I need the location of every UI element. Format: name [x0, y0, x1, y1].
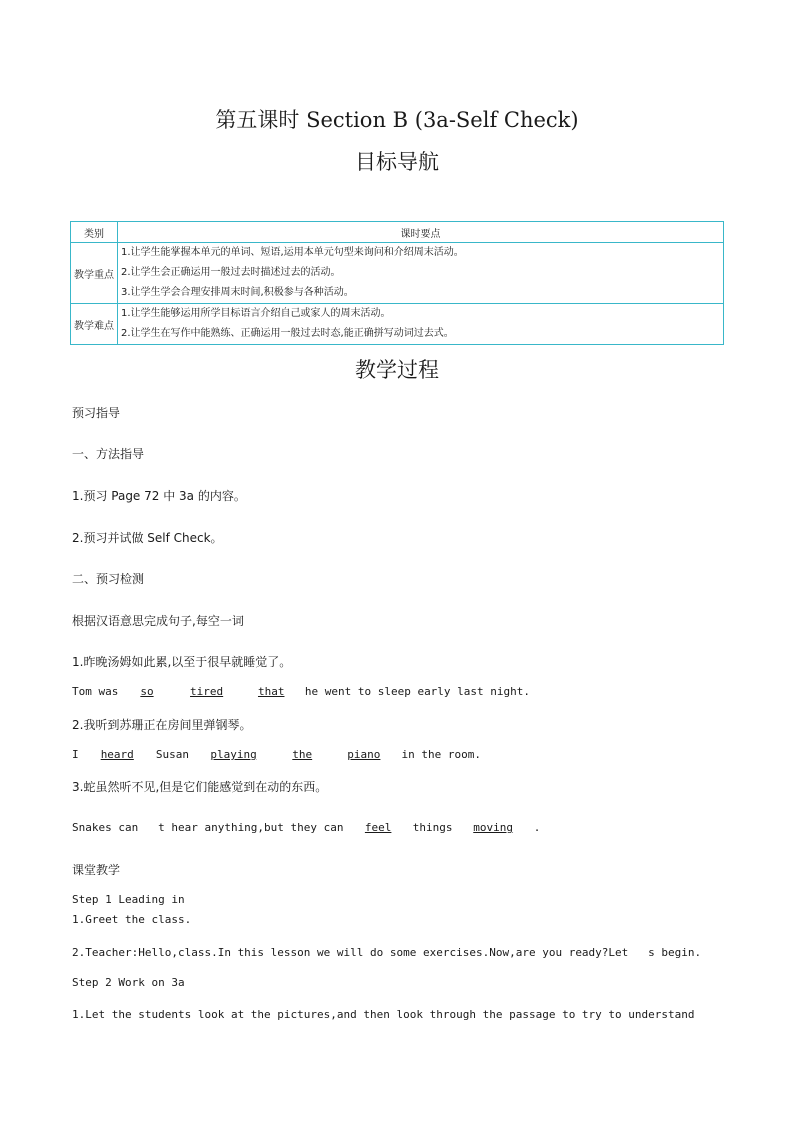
row-points	[118, 304, 724, 345]
step-2-title: Step 2 Work on 3a	[72, 976, 185, 989]
sentence-text: Susan	[149, 748, 196, 761]
point-item: 1.让学生能够运用所学目标语言介绍自己或家人的周末活动。	[121, 308, 391, 319]
answer-blank: heard	[100, 748, 134, 761]
table-row	[71, 243, 724, 304]
point-item: 1.让学生能掌握本单元的单词、短语,运用本单元句型来询问和介绍周末活动。	[121, 247, 464, 258]
answer-blank: feel	[364, 821, 392, 834]
sentence-text: .	[527, 821, 541, 834]
step-1-item-2: 2.Teacher:Hello,class.In this lesson we will do some exercises.Now,are you ready?Let s begin.	[72, 946, 702, 959]
question-1-chinese: 1.昨晚汤姆如此累,以至于很早就睡觉了。	[72, 655, 292, 669]
goals-table-header	[71, 222, 724, 243]
answer-blank: tired	[190, 685, 224, 698]
question-2-chinese: 2.我听到苏珊正在房间里弹钢琴。	[72, 718, 252, 732]
sentence-text: in the room.	[394, 748, 481, 761]
process-heading: 教学过程	[355, 358, 439, 382]
check-instruction: 根据汉语意思完成句子,每空一词	[72, 614, 244, 628]
col-points: 课时要点	[118, 222, 724, 243]
answer-blank: playing	[210, 748, 257, 761]
answer-blank: moving	[473, 821, 514, 834]
sentence-text: Snakes can t hear anything,but they can	[72, 821, 351, 834]
answer-blank: piano	[347, 748, 381, 761]
goals-heading: 目标导航	[355, 150, 439, 174]
method-item-2: 2.预习并试做 Self Check。	[72, 531, 223, 545]
row-category: 教学难点	[71, 304, 118, 345]
goals-table	[70, 221, 724, 345]
point-item: 3.让学生学会合理安排周末时间,积极参与各种活动。	[121, 287, 354, 298]
question-3-chinese: 3.蛇虽然听不见,但是它们能感觉到在动的东西。	[72, 780, 328, 794]
step-1-item-1: 1.Greet the class.	[72, 913, 192, 926]
preview-title: 预习指导	[72, 406, 121, 420]
row-category: 教学重点	[71, 243, 118, 304]
point-item: 2.让学生在写作中能熟练、正确运用一般过去时态,能正确拼写动词过去式。	[121, 328, 454, 339]
point-item: 2.让学生会正确运用一般过去时描述过去的活动。	[121, 267, 341, 278]
method-item-1: 1.预习 Page 72 中 3a 的内容。	[72, 489, 246, 503]
answer-blank: that	[257, 685, 285, 698]
question-3-english	[72, 821, 540, 834]
answer-blank: so	[140, 685, 154, 698]
question-1-english	[72, 685, 530, 698]
sentence-text: things	[406, 821, 460, 834]
row-points	[118, 243, 724, 304]
step-2-item-1: 1.Let the students look at the pictures,and then look through the passage to try to understand	[72, 1008, 695, 1021]
col-category: 类别	[71, 222, 118, 243]
step-1-title: Step 1 Leading in	[72, 893, 185, 906]
table-row	[71, 304, 724, 345]
answer-blank: the	[292, 748, 313, 761]
check-title: 二、预习检测	[72, 572, 145, 586]
lesson-title: 第五课时 Section B (3a-Self Check)	[215, 108, 579, 132]
sentence-text: he went to sleep early last night.	[298, 685, 531, 698]
method-title: 一、方法指导	[72, 447, 145, 461]
question-2-english	[72, 748, 481, 761]
class-teaching-title: 课堂教学	[72, 863, 121, 877]
sentence-text: I	[72, 748, 86, 761]
sentence-text: Tom was	[72, 685, 125, 698]
